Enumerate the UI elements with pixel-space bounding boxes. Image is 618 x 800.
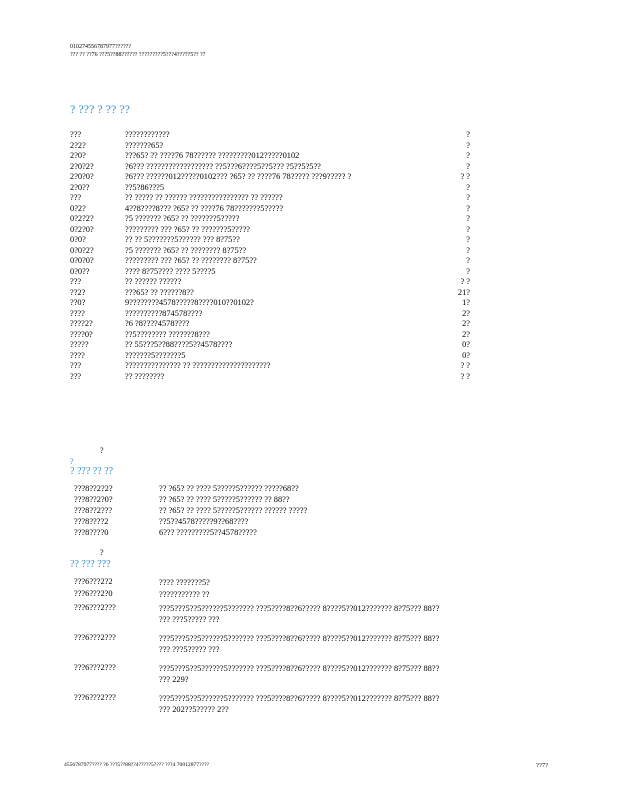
list-item-number: ???8??2?0? bbox=[74, 495, 113, 504]
toc-number: ???? bbox=[70, 308, 85, 318]
toc-entry-title: ?? ?????? ?????? bbox=[125, 277, 182, 286]
table-row bbox=[74, 663, 574, 693]
toc-number: 2?0? bbox=[70, 151, 86, 160]
toc-row[interactable] bbox=[70, 298, 500, 309]
toc-row[interactable] bbox=[70, 319, 500, 330]
toc-entry-title: ????????? ??? ?65? ?? ???????? 8?75?? bbox=[125, 256, 257, 265]
toc-page: ? ? bbox=[460, 371, 470, 381]
list-item[interactable] bbox=[74, 517, 554, 528]
toc-entry-title: ?? ?? 5???????5?????? ??? 8?75?? bbox=[125, 235, 240, 244]
list-item-text: ?? ?65? ?? ???? 5?????5?????? ?? 88?? bbox=[159, 495, 290, 504]
toc-page: ? bbox=[466, 224, 470, 234]
list-item[interactable] bbox=[74, 528, 554, 539]
toc-number: 0?2?2? bbox=[70, 214, 94, 223]
table-row bbox=[74, 577, 574, 589]
section-3-title: ?? ??? ??? bbox=[70, 559, 111, 570]
page-footer: 4556787977???? ?6 ???5??88??4?????5???? ???4 70012877???? bbox=[64, 762, 210, 768]
table-row-value-line: ???5???5??5??????5??????? ???5????8??6????? 8????5??012??????? 8?75??? 88?? bbox=[159, 634, 440, 643]
table-row-value-line: ??? ???5????? ??? bbox=[159, 615, 220, 624]
section-1-title: ? ??? ? ?? ?? bbox=[70, 102, 130, 116]
toc-number: 0?0?? bbox=[70, 266, 90, 276]
table-row-value-line: ???5???5??5??????5??????? ???5????8??6????? 8????5??012??????? 8?75??? 88?? bbox=[159, 694, 440, 703]
table-row-value-line: ??? 229? bbox=[159, 675, 189, 684]
toc-number: 0?0?2? bbox=[70, 245, 94, 255]
toc-entry-title: ??5???????? ???????8??? bbox=[125, 329, 210, 339]
toc-page: ? bbox=[466, 130, 470, 139]
table-row-value-line: ???? ???????5? bbox=[159, 578, 210, 587]
toc-page: ? bbox=[466, 193, 470, 202]
toc-row[interactable] bbox=[70, 214, 500, 225]
toc-page: 0? bbox=[462, 350, 470, 360]
list-item-text: ?? ?65? ?? ???? 5?????5?????? ?????68?? bbox=[159, 484, 299, 493]
list-item[interactable] bbox=[74, 506, 554, 517]
toc-page: ? ? bbox=[460, 277, 470, 286]
toc-row[interactable] bbox=[70, 372, 500, 383]
toc-page: ? bbox=[466, 151, 470, 160]
table-row-value bbox=[159, 589, 209, 600]
toc-page: 2? bbox=[462, 329, 470, 339]
section-2-title: ? ??? ?? ?? bbox=[70, 466, 114, 477]
list-item-number: ???8??2??? bbox=[74, 506, 113, 515]
toc-entry-title: 9????????4578?????8????010??0102? bbox=[125, 298, 254, 307]
toc-page: ? bbox=[466, 203, 470, 213]
toc-row[interactable] bbox=[70, 130, 500, 141]
marker-3: ? bbox=[100, 548, 104, 557]
table-row-key: ???6???2??? bbox=[74, 663, 116, 672]
toc-number: ??? bbox=[70, 130, 82, 139]
toc-row[interactable] bbox=[70, 361, 500, 372]
toc-row[interactable] bbox=[70, 256, 500, 267]
toc-number: ????2? bbox=[70, 319, 93, 328]
toc-page: ? ? bbox=[460, 361, 470, 370]
toc-number: 2?2? bbox=[70, 140, 86, 150]
list-item-text: 6??? ?????????5??4578????? bbox=[159, 528, 257, 537]
toc-number: 0?2? bbox=[70, 203, 86, 213]
toc-row[interactable] bbox=[70, 183, 500, 194]
list-item-number: ???8????0 bbox=[74, 528, 109, 537]
toc-entry-title: ?6??? ?????????????????? ??5???6????5??5??? ?5??5?5?? bbox=[125, 161, 321, 171]
toc-page: ? bbox=[466, 245, 470, 255]
toc-number: 2?0?0? bbox=[70, 172, 94, 181]
toc-entry-title: ?5 ??????? ?65? ?? ???????5????? bbox=[125, 214, 240, 223]
toc-page: ? bbox=[466, 235, 470, 244]
toc-entry-title: ?? ???????? bbox=[125, 371, 165, 381]
toc-number: ????0? bbox=[70, 329, 93, 339]
toc-entry-title: 4??8????8??? ?65? ?? ????76 78???????5????? bbox=[125, 203, 284, 213]
toc-row[interactable] bbox=[70, 162, 500, 173]
table-row-value bbox=[159, 633, 439, 655]
toc-row[interactable] bbox=[70, 267, 500, 278]
toc-page: 1? bbox=[462, 298, 470, 307]
toc-page: 2? bbox=[462, 308, 470, 318]
table-row-value-line: ???5???5??5??????5??????? ???5????8??6????? 8????5??012??????? 8?75??? 88?? bbox=[159, 604, 440, 613]
table-row-value bbox=[159, 577, 210, 588]
list-item[interactable] bbox=[74, 495, 554, 506]
table-row-value-line: ???5???5??5??????5??????? ???5????8??6????? 8????5??012??????? 8?75??? 88?? bbox=[159, 664, 440, 673]
table-row bbox=[74, 603, 574, 633]
toc-row[interactable] bbox=[70, 172, 500, 183]
table-row-key: ???6???2??? bbox=[74, 693, 116, 702]
table-row bbox=[74, 589, 574, 603]
toc-entry-title: ??5?86???5 bbox=[125, 182, 165, 192]
toc-entry-title: ?6 ?8????4578???? bbox=[125, 319, 190, 328]
page-number: ??7? bbox=[536, 762, 548, 769]
table-row-key: ???6???2?0 bbox=[74, 589, 113, 598]
toc-number: ???? bbox=[70, 350, 85, 360]
toc-row[interactable] bbox=[70, 288, 500, 299]
toc-row[interactable] bbox=[70, 277, 500, 288]
toc-page: ? bbox=[466, 182, 470, 192]
toc-entry-title: ???65? ?? ????76 78?????? ?????????012?????0102 bbox=[125, 151, 300, 160]
toc-page: 21? bbox=[457, 287, 470, 297]
list-item-text: ??5??4578?????9??68???? bbox=[159, 517, 249, 526]
toc-entry-title: ?? 55???5??88????5??4578???? bbox=[125, 340, 233, 349]
page-header bbox=[70, 43, 205, 59]
table-row-value bbox=[159, 663, 439, 685]
toc-page: ? bbox=[466, 214, 470, 223]
table-row-value-line: ??? ???5????? ??? bbox=[159, 645, 220, 654]
toc-row[interactable] bbox=[70, 225, 500, 236]
toc-number: 0?2?0? bbox=[70, 224, 94, 234]
toc-number: ????? bbox=[70, 340, 89, 349]
toc-number: ??? bbox=[70, 361, 82, 370]
toc-entry-title: ??????????????? ?? ????????????????????? bbox=[125, 361, 271, 370]
list-item-number: ???8??2?2? bbox=[74, 484, 113, 493]
toc-entry-title: ???????????? bbox=[125, 130, 170, 139]
toc-entry-title: ?6??? ??????012?????0102??? ?65? ?? ????76 78????? ???9????? ? bbox=[125, 172, 352, 181]
table-row-key: ???6???2?2 bbox=[74, 577, 113, 586]
table-row-key: ???6???2??? bbox=[74, 603, 116, 612]
toc-number: 2?0?2? bbox=[70, 161, 94, 171]
toc-page: ? bbox=[466, 140, 470, 150]
header-line-2: ??? ?? ??76 ???5??88?????? ?????????5???4?????5?? ?? bbox=[70, 52, 206, 58]
toc-row[interactable] bbox=[70, 351, 500, 362]
toc-row[interactable] bbox=[70, 141, 500, 152]
list-item-text: ?? ?65? ?? ???? 5?????5?????? ?????? ????? bbox=[159, 506, 308, 515]
section-2-list bbox=[74, 484, 554, 539]
toc-page: 2? bbox=[462, 319, 470, 328]
toc-page: ? bbox=[466, 161, 470, 171]
toc-entry-title: ???????65? bbox=[125, 140, 164, 150]
section-3-table bbox=[74, 577, 574, 723]
toc-page: ? bbox=[466, 256, 470, 265]
toc-entry-title: ???????5???????5 bbox=[125, 350, 186, 360]
toc-number: 0?0?0? bbox=[70, 256, 94, 265]
toc-row[interactable] bbox=[70, 193, 500, 204]
toc-entry-title: ??????????874578???? bbox=[125, 308, 203, 318]
table-row bbox=[74, 693, 574, 723]
toc-page: 0? bbox=[462, 340, 470, 349]
table-row-value bbox=[159, 603, 439, 625]
toc-row[interactable] bbox=[70, 235, 500, 246]
toc-page: ? ? bbox=[460, 172, 470, 181]
toc-row[interactable] bbox=[70, 151, 500, 162]
toc-number: 2?0?? bbox=[70, 182, 90, 192]
table-of-contents bbox=[70, 130, 500, 382]
toc-entry-title: ????????? ??? ?65? ?? ???????5????? bbox=[125, 224, 251, 234]
toc-row[interactable] bbox=[70, 309, 500, 320]
table-row-key: ???6???2??? bbox=[74, 633, 116, 642]
toc-row[interactable] bbox=[70, 330, 500, 341]
marker-1: ? bbox=[100, 446, 104, 455]
table-row-value-line: ??? 202??5????? 2?? bbox=[159, 705, 229, 714]
toc-number: ??2? bbox=[70, 287, 86, 297]
toc-page: ? bbox=[466, 266, 470, 276]
list-item-number: ???8????2 bbox=[74, 517, 109, 526]
toc-entry-title: ?? ????? ?? ?????? ???????????????? ?? ?????? bbox=[125, 193, 283, 202]
table-row-value bbox=[159, 693, 439, 715]
toc-entry-title: ???65? ?? ??????8?? bbox=[125, 287, 194, 297]
table-row-value-line: ??????????? ?? bbox=[159, 590, 210, 599]
toc-number: ??? bbox=[70, 277, 82, 286]
toc-number: ??? bbox=[70, 193, 82, 202]
toc-entry-title: ?5 ??????? ?65? ?? ???????? 8?75?? bbox=[125, 245, 247, 255]
table-row bbox=[74, 633, 574, 663]
toc-entry-title: ???? 8?75???? ???? 5????5 bbox=[125, 266, 216, 276]
toc-row[interactable] bbox=[70, 340, 500, 351]
toc-number: 0?0? bbox=[70, 235, 86, 244]
marker-2: ? bbox=[70, 457, 74, 466]
header-line-1: 010274556787977?????? bbox=[70, 44, 131, 50]
toc-number: ??? bbox=[70, 371, 82, 381]
toc-row[interactable] bbox=[70, 204, 500, 215]
toc-number: ??0? bbox=[70, 298, 86, 307]
toc-row[interactable] bbox=[70, 246, 500, 257]
list-item[interactable] bbox=[74, 484, 554, 495]
